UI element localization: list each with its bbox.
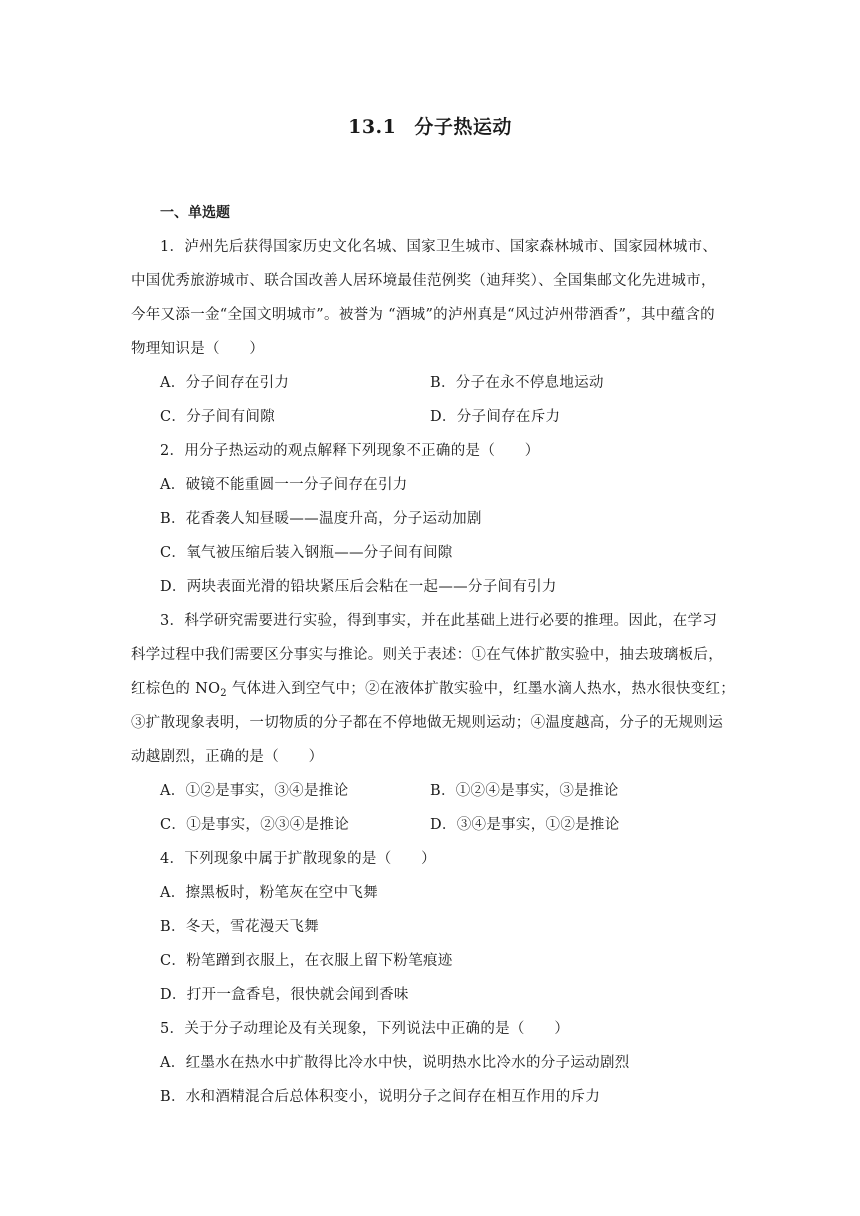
q2-option-b: B．花香袭人知昼暖——温度升高，分子运动加剧: [160, 511, 482, 527]
title-number: 13.1: [348, 116, 397, 138]
q3-option-d: D．③④是事实，①②是推论: [430, 817, 620, 833]
q1-option-b: B．分子在永不停息地运动: [430, 375, 604, 391]
q3-option-c: C．①是事实，②③④是推论: [160, 817, 349, 833]
q2-option-c: C．氧气被压缩后装入钢瓶——分子间有间隙: [160, 545, 453, 561]
q1-line-4: 物理知识是（ ）: [131, 341, 265, 357]
q3-option-b: B．①②④是事实，③是推论: [430, 783, 619, 799]
q5-option-b: B．水和酒精混合后总体积变小，说明分子之间存在相互作用的斥力: [160, 1089, 601, 1105]
q1-line-1: 1．泸州先后获得国家历史文化名城、国家卫生城市、国家森林城市、国家园林城市、: [160, 239, 718, 255]
q3-line-3: 红棕色的 $NO_2$ 气体进入到空气中；②在液体扩散实验中，红墨水滴人热水，热水很快变红；: [131, 681, 736, 699]
q5-option-a: A．红墨水在热水中扩散得比冷水中快，说明热水比冷水的分子运动剧烈: [160, 1055, 630, 1071]
q1-option-c: C．分子间有间隙: [160, 409, 275, 425]
q1-line-2: 中国优秀旅游城市、联合国改善人居环境最佳范例奖（迪拜奖）、全国集邮文化先进城市，: [131, 273, 716, 289]
section-heading: 一、单选题: [160, 205, 230, 221]
q4-line-1: 4．下列现象中属于扩散现象的是（ ）: [160, 851, 436, 867]
q1-line-3: 今年又添一金“全国文明城市”。被誉为 “酒城”的泸州真是“风过泸州带酒香”，其中蕴含的: [131, 307, 715, 323]
title-text: 分子热运动: [414, 116, 512, 138]
q1-option-a: A．分子间存在引力: [160, 375, 290, 391]
q5-line-1: 5．关于分子动理论及有关现象，下列说法中正确的是（ ）: [160, 1021, 570, 1037]
q3-line-1: 3．科学研究需要进行实验，得到事实，并在此基础上进行必要的推理。因此，在学习: [160, 613, 718, 629]
q4-option-a: A．擦黑板时，粉笔灰在空中飞舞: [160, 885, 378, 901]
q2-line-1: 2．用分子热运动的观点解释下列现象不正确的是（ ）: [160, 443, 540, 459]
q4-option-d: D．打开一盒香皂，很快就会闻到香味: [160, 987, 409, 1003]
page-title: [0, 112, 860, 139]
q3-line-2: 科学过程中我们需要区分事实与推论。则关于表述：①在气体扩散实验中，抽去玻璃板后，: [131, 647, 723, 663]
q1-option-d: D．分子间存在斥力: [430, 409, 561, 425]
q4-option-b: B．冬天，雪花漫天飞舞: [160, 919, 319, 935]
q2-option-d: D．两块表面光滑的铅块紧压后会粘在一起——分子间有引力: [160, 579, 557, 595]
q2-option-a: A．破镜不能重圆一一分子间存在引力: [160, 477, 408, 493]
q3-line-5: 动越剧烈，正确的是（ ）: [131, 749, 324, 765]
q3-line-4: ③扩散现象表明，一切物质的分子都在不停地做无规则运动；④温度越高，分子的无规则运: [131, 715, 723, 731]
q4-option-c: C．粉笔蹭到衣服上，在衣服上留下粉笔痕迹: [160, 953, 453, 969]
q3-option-a: A．①②是事实，③④是推论: [160, 783, 349, 799]
